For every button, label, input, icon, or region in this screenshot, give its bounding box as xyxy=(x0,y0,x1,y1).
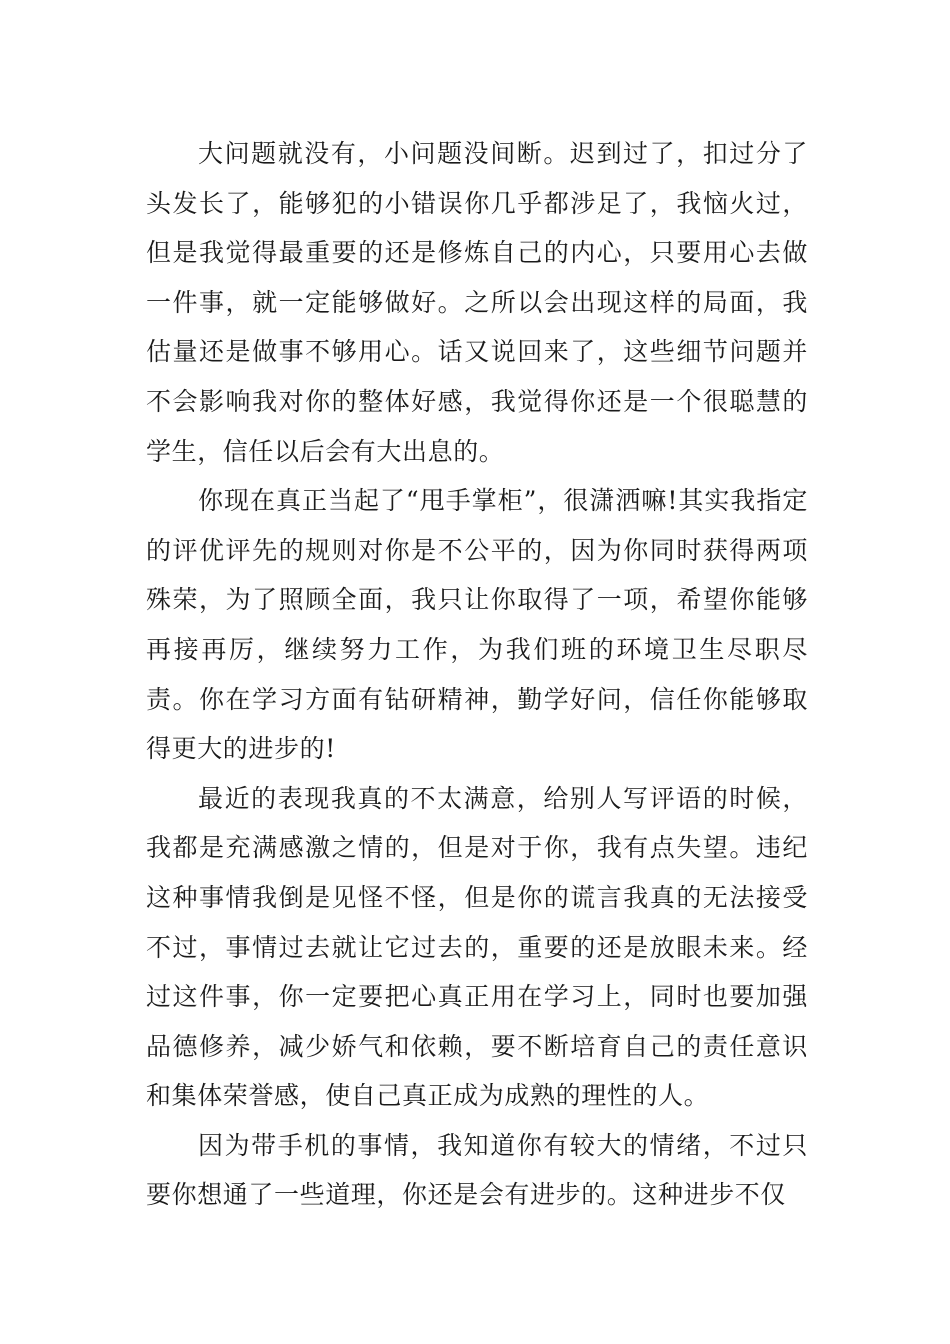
paragraph-1: 大问题就没有，小问题没间断。迟到过了，扣过分了头发长了，能够犯的小错误你几乎都涉足了，我恼火过，但是我觉得最重要的还是修炼自己的内心，只要用心去做一件事，就一定能够做好。之所以会出现这样的局面，我估量还是做事不够用心。话又说回来了，这些细节问题并不会影响我对你的整体好感，我觉得你还是一个很聪慧的学生，信任以后会有大出息的。 xyxy=(146,139,808,466)
document-body xyxy=(146,129,808,1220)
paragraph-3: 最近的表现我真的不太满意，给别人写评语的时候，我都是充满感激之情的，但是对于你，我有点失望。违纪这种事情我倒是见怪不怪，但是你的谎言我真的无法接受不过，事情过去就让它过去的，重要的还是放眼未来。经过这件事，你一定要把心真正用在学习上，同时也要加强品德修养，减少娇气和依赖，要不断培育自己的责任意识和集体荣誉感，使自己真正成为成熟的理性的人。 xyxy=(146,783,808,1111)
paragraph-2: 你现在真正当起了“甩手掌柜”，很潇洒嘛!其实我指定的评优评先的规则对你是不公平的，因为你同时获得两项殊荣，为了照顾全面，我只让你取得了一项，希望你能够再接再厉，继续努力工作，为我们班的环境卫生尽职尽责。你在学习方面有钻研精神，勤学好问，信任你能够取得更大的进步的! xyxy=(146,486,808,764)
paragraph-4: 因为带手机的事情，我知道你有较大的情绪，不过只要你想通了一些道理，你还是会有进步的。这种进步不仅 xyxy=(146,1130,808,1210)
